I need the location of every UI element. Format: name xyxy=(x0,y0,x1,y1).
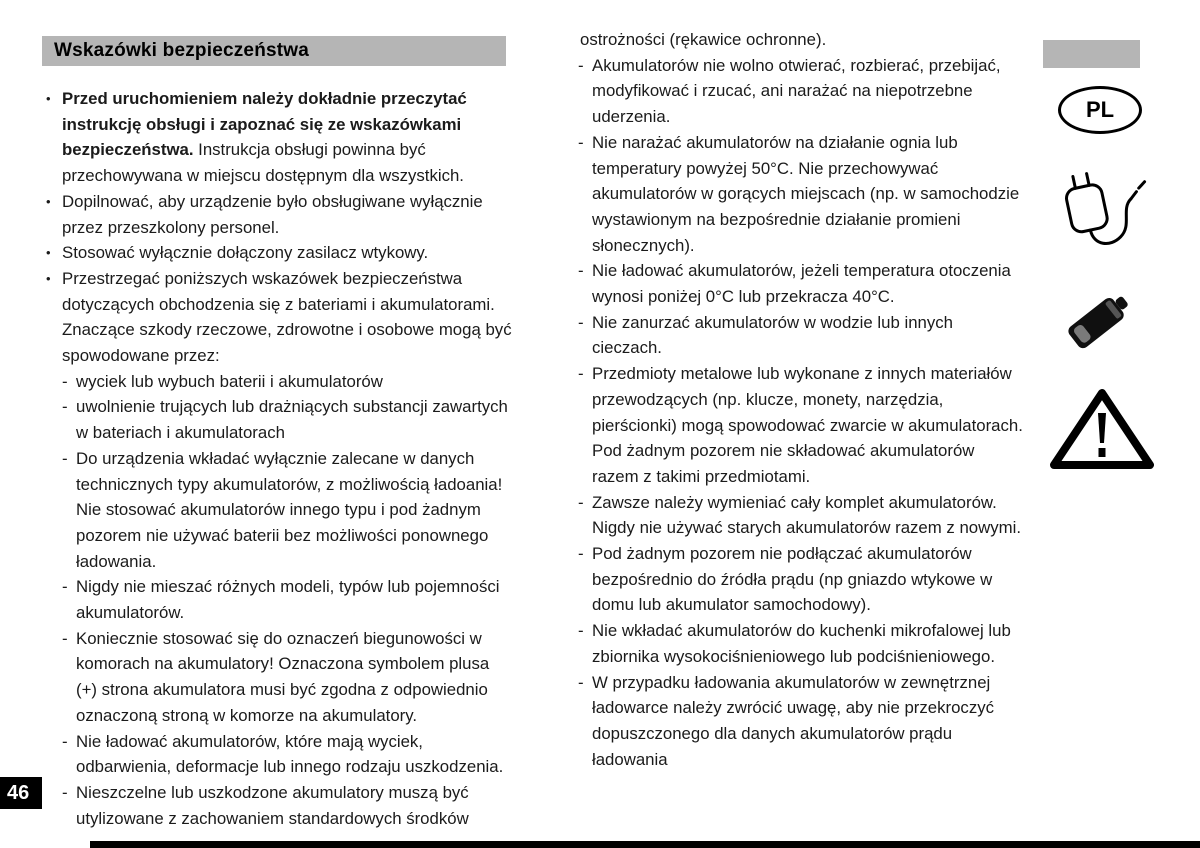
dash-marker: - xyxy=(62,731,68,751)
section-header xyxy=(42,36,506,66)
list-item xyxy=(578,670,1024,773)
list-item-text: Nie zanurzać akumulatorów w wodzie lub innych cieczach. xyxy=(592,312,953,358)
list-item xyxy=(578,618,1024,669)
list-item xyxy=(578,53,1024,130)
list-item-text: W przypadku ładowania akumulatorów w zewnętrznej ładowarce należy zwrócić uwagę, aby nie przekroczyć dopuszczonego dla danych akumulatorów prądu ładowania xyxy=(592,672,994,769)
bullet-marker: • xyxy=(46,193,51,209)
sub-item-text: Nie ładować akumulatorów, które mają wyciek, odbarwienia, deformacje lub innego rodzaju uszkodzenia. xyxy=(76,731,504,777)
list-item-text: Akumulatorów nie wolno otwierać, rozbierać, przebijać, modyfikować i rzucać, ani narażać na niepotrzebne uderzenia. xyxy=(592,55,1001,127)
list-item-text: Zawsze należy wymieniać cały komplet akumulatorów. Nigdy nie używać starych akumulatorów razem z nowymi. xyxy=(592,492,1022,538)
dash-marker: - xyxy=(62,448,68,468)
dash-marker: - xyxy=(578,312,584,332)
sub-item-text: uwolnienie trujących lub drażniących substancji zawartych w bateriach i akumulatorach xyxy=(76,397,508,443)
dash-marker: - xyxy=(62,371,68,391)
sub-item xyxy=(62,369,514,395)
sub-list xyxy=(62,369,514,832)
dash-marker: - xyxy=(578,621,584,641)
bullet-item xyxy=(42,240,514,266)
sub-item-text: Koniecznie stosować się do oznaczeń biegunowości w komorach na akumulatory! Oznaczona symbolem plusa (+) strona akumulatora musi być zgodna z odpowiednio oznaczoną stroną w komorze na akumulatory. xyxy=(76,628,490,725)
list-item xyxy=(578,310,1024,361)
corner-tab xyxy=(1043,40,1140,68)
scan-edge-strip xyxy=(90,841,1200,848)
list-item-text: Pod żadnym pozorem nie podłączać akumulatorów bezpośrednio do źródła prądu (np gniazdo wtykowe w domu lub akumulator samochodowy). xyxy=(592,544,993,615)
list-item xyxy=(578,361,1024,490)
right-column xyxy=(578,27,1024,772)
dash-marker: - xyxy=(62,782,68,802)
sub-item-text: Nigdy nie mieszać różnych modeli, typów lub pojemności akumulatorów. xyxy=(76,577,500,623)
sub-item xyxy=(62,626,514,729)
dash-marker: - xyxy=(578,364,584,384)
dash-marker: - xyxy=(578,672,584,692)
sub-item xyxy=(62,446,514,575)
dash-marker: - xyxy=(578,261,584,281)
bullet-marker: • xyxy=(46,245,51,261)
battery-icon xyxy=(1054,280,1146,365)
list-item xyxy=(578,490,1024,541)
dash-marker: - xyxy=(62,397,68,417)
warning-triangle-icon xyxy=(1048,386,1156,477)
language-badge xyxy=(1058,86,1142,134)
sub-item-text: wyciek lub wybuch baterii i akumulatorów xyxy=(76,371,383,391)
bullet-text: Stosować wyłącznie dołączony zasilacz wtykowy. xyxy=(62,243,429,263)
list-item xyxy=(578,541,1024,618)
sub-item-text: Do urządzenia wkładać wyłącznie zalecane w danych technicznych typy akumulatorów, z możliwością ładoania! Nie stosować akumulatorów innego typu i pod żadnym pozorem nie używać baterii bez możliwości ponownego ładowania. xyxy=(76,448,503,571)
left-column xyxy=(42,86,514,831)
right-item-list xyxy=(578,53,1024,773)
list-item xyxy=(578,258,1024,309)
page-number: 46 xyxy=(0,777,42,809)
sub-item-text: Nieszczelne lub uszkodzone akumulatory muszą być utylizowane z zachowaniem standardowych środków xyxy=(76,782,469,828)
sub-item xyxy=(62,394,514,445)
bullet-item xyxy=(42,86,514,189)
sub-item xyxy=(62,780,514,831)
section-title: Wskazówki bezpieczeństwa xyxy=(54,40,310,61)
bullet-marker: • xyxy=(46,91,51,106)
list-item-text: Nie wkładać akumulatorów do kuchenki mikrofalowej lub zbiornika wysokociśnieniowego lub podciśnieniowego. xyxy=(592,621,1011,666)
sub-item xyxy=(62,729,514,780)
bullet-text: Przed uruchomieniem należy dokładnie przeczytać instrukcję obsługi i zapoznać się ze wskazówkami bezpieczeństwa. Instrukcja obsługi powinna być przechowywana w miejscu dostępnym dla wszystkich. xyxy=(62,89,467,186)
list-item-text: Nie narażać akumulatorów na działanie ognia lub temperatury powyżej 50°C. Nie przechowywać akumulatorów w gorących miejscach (np. w samochodzie wystawionym na bezpośrednie działanie promieni słonecznych). xyxy=(592,132,1020,255)
list-item-text: Nie ładować akumulatorów, jeżeli temperatura otoczenia wynosi poniżej 0°C lub przekracza 40°C. xyxy=(592,261,1011,307)
bullet-text: Dopilnować, aby urządzenie było obsługiwane wyłącznie przez przeszkolony personel. xyxy=(62,191,483,237)
bullet-text-bold: Przed uruchomieniem należy dokładnie przeczytać instrukcję obsługi i zapoznać się ze wskazówkami bezpieczeństwa. xyxy=(62,89,467,160)
list-item-text: Przedmioty metalowe lub wykonane z innych materiałów przewodzących (np. klucze, monety, narzędzia, pierścionki) mogą spowodować zwarcie w akumulatorach. Pod żadnym pozorem nie składować akumulatorów razem z takimi przedmiotami. xyxy=(592,364,1023,486)
dash-marker: - xyxy=(578,492,584,512)
bullet-marker: • xyxy=(46,270,51,286)
bullet-text: Przestrzegać poniższych wskazówek bezpieczeństwa dotyczących obchodzenia się z bateriami i akumulatorami. Znaczące szkody rzeczowe, zdrowotne i osobowe mogą być spowodowane przez: xyxy=(62,268,512,366)
dash-marker: - xyxy=(62,577,68,597)
dash-marker: - xyxy=(578,132,584,152)
bullet-item xyxy=(42,266,514,831)
list-item xyxy=(578,130,1024,259)
bullet-item xyxy=(42,189,514,240)
power-adapter-icon xyxy=(1056,166,1152,265)
dash-marker: - xyxy=(578,544,584,564)
dash-marker: - xyxy=(578,55,584,75)
continuation-text: ostrożności (rękawice ochronne). xyxy=(580,30,827,49)
sub-item xyxy=(62,574,514,625)
dash-marker: - xyxy=(62,628,68,648)
language-badge-label: PL xyxy=(1085,97,1115,122)
